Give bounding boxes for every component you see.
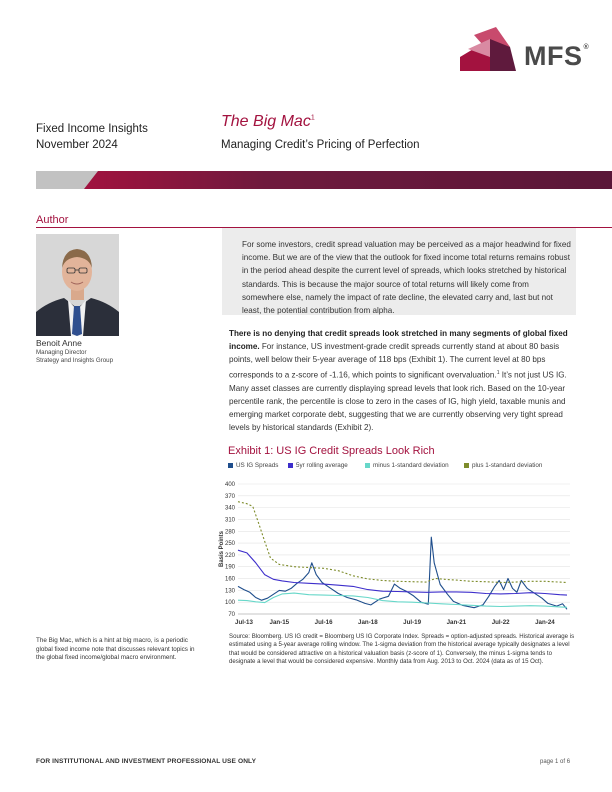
legend-item-minus-sd: minus 1-standard deviation xyxy=(365,462,449,469)
author-name: Benoit Anne xyxy=(36,338,82,348)
legend-item-rolling-average: 5yr rolling average xyxy=(288,462,348,469)
x-tick-label: Jan-21 xyxy=(446,619,467,626)
y-tick-label: 310 xyxy=(224,517,235,524)
y-tick-label: 130 xyxy=(224,588,235,595)
author-heading: Author xyxy=(36,214,69,226)
x-tick-label: Jan-15 xyxy=(269,619,290,626)
spreads-line-chart xyxy=(214,476,578,632)
intro-text: For some investors, credit spread valuation may be perceived as a major headwind for fixed income. But we are of the view that the outlook for fixed income total returns remains robust in the period ahead despite the current level of spreads, which looks stretched by historical standards. This is because the major source of total returns will likely come from somewhere else, namely the impact of rate decline, the elevated carry and, last but not least, the potential contribution from alpha. xyxy=(242,240,571,316)
legend-swatch xyxy=(288,463,293,468)
page-title: The Big Mac$^1$ xyxy=(221,113,315,130)
chart-legend xyxy=(228,462,588,474)
author-role: Managing Director Strategy and Insights Group xyxy=(36,349,114,364)
x-tick-label: Jan-24 xyxy=(535,619,555,626)
footer-disclaimer: FOR INSTITUTIONAL AND INVESTMENT PROFESSIONAL USE ONLY xyxy=(36,758,257,765)
y-axis-label: Basis Points xyxy=(219,530,225,568)
y-tick-label: 190 xyxy=(224,564,235,571)
y-tick-label: 400 xyxy=(224,482,235,488)
x-tick-label: Jul-16 xyxy=(314,619,333,626)
x-tick-label: Jul-22 xyxy=(491,619,510,626)
legend-item-us-ig-spreads: US IG Spreads xyxy=(228,462,278,469)
legend-swatch xyxy=(365,463,370,468)
x-tick-label: Jan-18 xyxy=(358,619,378,626)
footnote: The Big Mac, which is a hint at big macro, is a periodic global fixed income note that discusses relevant topics in the global fixed income/global macro environment. xyxy=(36,637,195,661)
legend-item-plus-sd: plus 1-standard deviation xyxy=(464,462,542,469)
exhibit-title: Exhibit 1: US IG Credit Spreads Look Rich xyxy=(228,445,435,457)
series-name: Fixed Income Insights xyxy=(36,123,148,135)
y-tick-label: 340 xyxy=(224,505,235,512)
series-line-2 xyxy=(238,593,567,607)
y-tick-label: 100 xyxy=(224,600,235,607)
mfs-logo-mark xyxy=(460,27,520,71)
header-band xyxy=(36,171,612,189)
page-number: page 1 of 6 xyxy=(540,759,571,765)
y-tick-label: 280 xyxy=(224,529,235,536)
page-subtitle: Managing Credit’s Pricing of Perfection xyxy=(221,139,420,151)
author-photo xyxy=(36,234,119,336)
y-tick-label: 250 xyxy=(224,541,235,548)
y-tick-label: 70 xyxy=(228,612,235,618)
exhibit-source: Source: Bloomberg. US IG credit = Bloomberg US IG Corporate Index. Spreads = option-adjusted spreads. Historical average is estimated using a 5-year average rolling window. The 1-sigma deviation from the historical average typically designates a level that would be considered attractive on a historical valuation basis (z-score of 1). Conversely, the minus 1-sigma tends to designate a level that would be considered expensive. Monthly data from Aug. 2013 to Oct. 2024 (data as of 15 Oct). xyxy=(229,633,575,665)
x-tick-label: Jul-13 xyxy=(235,619,253,626)
x-tick-label: Jul-19 xyxy=(403,619,422,626)
y-tick-label: 370 xyxy=(224,493,235,500)
series-line-0 xyxy=(238,537,567,609)
series-line-1 xyxy=(238,550,567,595)
series-line-3 xyxy=(238,502,567,583)
y-tick-label: 160 xyxy=(224,576,235,583)
mfs-logo-text: MFS® xyxy=(524,41,590,71)
y-tick-label: 220 xyxy=(224,552,235,559)
legend-swatch xyxy=(228,463,233,468)
legend-swatch xyxy=(464,463,469,468)
body-paragraph: There is no denying that credit spreads look stretched in many segments of global fixed income. For instance, US investment-grade credit spreads currently stand at about 80 basis points, well below their 5-year average of 118 bps (Exhibit 1). The current level at 80 bps corresponds to a z-score of -1.16, which points to significant overvaluation.$^1$ It’s not just US IG. Many asset classes are currently displaying spread levels that look rich. Based on the 10-year percentile rank, the percentile is close to zero in the cases of IG, high yield, taxable munis and emerging market corporate debt, suggesting that we are currently observing very tight spread levels by historical standards (Exhibit 2). xyxy=(229,329,568,433)
publication-date: November 2024 xyxy=(36,139,118,151)
